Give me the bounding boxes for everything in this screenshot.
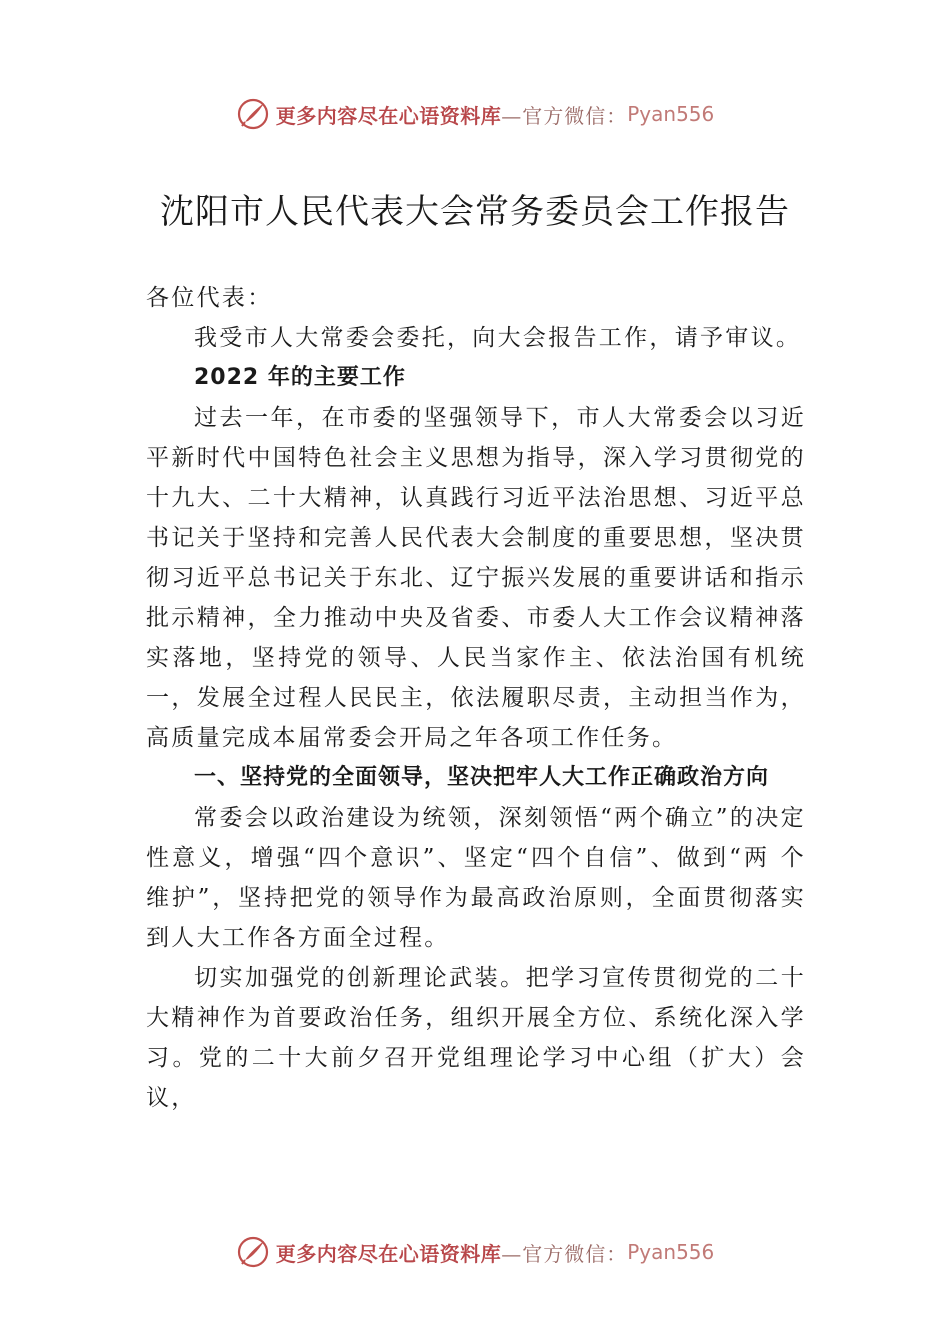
banner-contact-label: —官方微信： [501, 1241, 628, 1266]
header-banner [0, 94, 950, 134]
banner-wechat-handle: Pyan556 [627, 102, 715, 126]
salutation: 各位代表： [146, 285, 273, 311]
footer-banner [0, 1232, 950, 1272]
banner-brand: 更多内容尽在心语资料库 [275, 1241, 502, 1266]
paragraph-overview: 过去一年，在市委的坚强领导下，市人大常委会以习近平新时代中国特色社会主义思想为指导，深入学习贯彻党的十九大、二十大精神，认真践行习近平法治思想、习近平总书记关于坚持和完善人民代表大会制度的重要思想，坚决贯彻习近平总书记关于东北、辽宁振兴发展的重要讲话和指示批示精神，全力推动中央及省委、市委人大工作会议精神落实落地，坚持党的领导、人民当家作主、依法治国有机统一，发展全过程人民民主，依法履职尽责，主动担当作为，高质量完成本届常委会开局之年各项工作任务。 [146, 405, 806, 751]
section-heading: 2022 年的主要工作 [194, 365, 406, 390]
quill-logo-icon [236, 1235, 270, 1269]
banner-contact-label: —官方微信： [501, 103, 628, 128]
quill-logo-icon [236, 97, 270, 131]
subheading-one: 一、坚持党的全面领导，坚决把牢人大工作正确政治方向 [194, 765, 770, 790]
document-body [146, 278, 806, 1118]
document-title: 沈阳市人民代表大会常务委员会工作报告 [160, 192, 790, 232]
paragraph-theory-study: 切实加强党的创新理论武装。把学习宣传贯彻党的二十大精神作为首要政治任务，组织开展全方位、系统化深入学习。党的二十大前夕召开党组理论学习中心组（扩大）会议， [146, 965, 806, 1111]
intro-paragraph: 我受市人大常委会委托，向大会报告工作，请予审议。 [194, 325, 802, 351]
banner-brand: 更多内容尽在心语资料库 [275, 103, 502, 128]
banner-wechat-handle: Pyan556 [627, 1240, 715, 1264]
paragraph-political-building: 常委会以政治建设为统领，深刻领悟“两个确立”的决定性意义，增强“四个意识”、坚定“四个自信”、做到“两 个维护”，坚持把党的领导作为最高政治原则，全面贯彻落实到人大工作各方面全过程。 [146, 805, 806, 951]
